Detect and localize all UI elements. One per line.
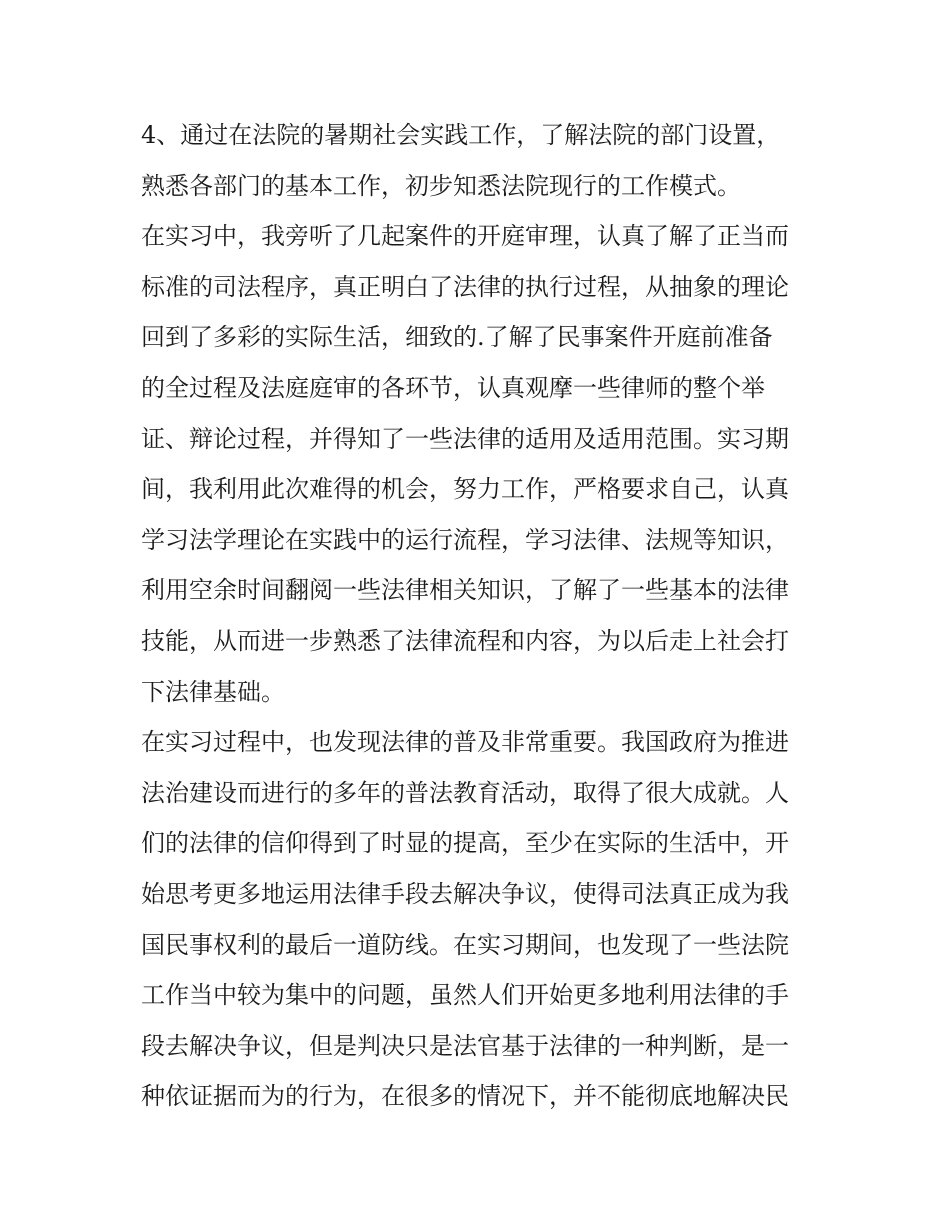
text-line: 在实习中，我旁听了几起案件的开庭审理，认真了解了正当而	[141, 222, 789, 251]
text-line: 证、辩论过程，并得知了一些法律的适用及适用范围。实习期	[141, 424, 789, 453]
text-line: 4、通过在法院的暑期社会实践工作，了解法院的部门设置，	[141, 121, 781, 149]
text-line: 工作当中较为集中的问题，虽然人们开始更多地利用法律的手	[141, 981, 789, 1010]
text-line: 下法律基础。	[141, 677, 285, 706]
document-body	[141, 110, 821, 1122]
text-line: 标准的司法程序，真正明白了法律的执行过程，从抽象的理论	[141, 272, 789, 301]
text-line: 的全过程及法庭庭审的各环节，认真观摩一些律师的整个举	[141, 373, 765, 402]
text-line: 法治建设而进行的多年的普法教育活动，取得了很大成就。人	[141, 778, 789, 807]
text-line: 段去解决争议，但是判决只是法官基于法律的一种判断，是一	[141, 1031, 789, 1060]
text-line: 在实习过程中，也发现法律的普及非常重要。我国政府为推进	[141, 728, 789, 757]
text-line: 学习法学理论在实践中的运行流程，学习法律、法规等知识，	[141, 525, 789, 554]
text-line: 利用空余时间翻阅一些法律相关知识，了解了一些基本的法律	[141, 576, 789, 605]
text-line: 种依证据而为的行为，在很多的情况下，并不能彻底地解决民	[141, 1082, 789, 1111]
text-line: 熟悉各部门的基本工作，初步知悉法院现行的工作模式。	[141, 171, 741, 200]
text-line: 技能，从而进一步熟悉了法律流程和内容，为以后走上社会打	[141, 626, 789, 655]
text-line: 始思考更多地运用法律手段去解决争议，使得司法真正成为我	[141, 879, 789, 908]
text-line: 回到了多彩的实际生活，细致的.了解了民事案件开庭前准备	[141, 323, 773, 352]
text-line: 国民事权利的最后一道防线。在实习期间，也发现了一些法院	[141, 930, 789, 959]
text-line: 们的法律的信仰得到了时显的提高，至少在实际的生活中，开	[141, 829, 789, 858]
text-line: 间，我利用此次难得的机会，努力工作，严格要求自己，认真	[141, 475, 789, 504]
